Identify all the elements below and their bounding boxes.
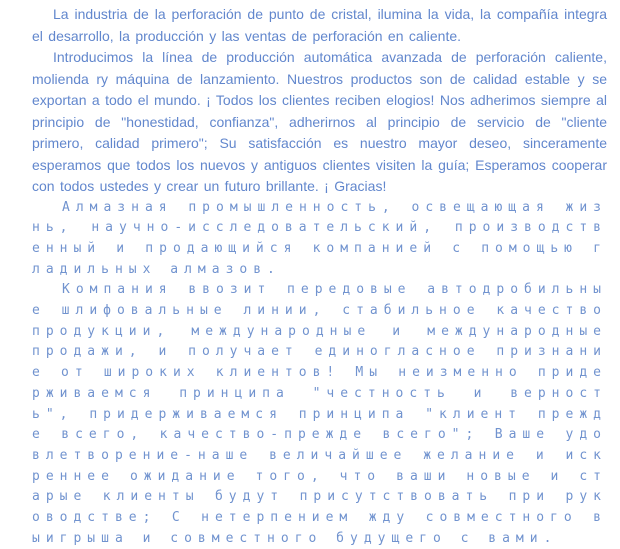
paragraph-russian-2: Компания ввозит передовые автодробильные шлифовальные линии, стабильное качество продукции, международные и международные продажи, и получает единогласное признание от широких клиентов! Мы неизменно придерживаемся принципа "честность и верность", придерживаемся принципа "клиент прежде всего, качество-прежде всего"; Ваше удовлетворение-наше величайшее желание и искреннее ожидание того, что ваши новые и старые клиенты будут присутствовать при руководстве; С нетерпением жду совместного выигрыша и совместного будущего с вами.	[32, 282, 607, 546]
paragraph-spanish-2: Introducimos la línea de producción automática avanzada de perforación caliente, molienda ry máquina de lanzamiento. Nuestros productos son de calidad estable y se exportan a todo el mundo. ¡ Todos los clientes reciben elogios! Nos adherimos siempre al principio de "honestidad, confianza", adherirnos al principio de servicio de "cliente primero, calidad primero"; Su satisfacción es nuestro mayor deseo, sinceramente esperamos que todos los nuevos y antiguos clientes visiten la guía; Esperamos cooperar con todos ustedes y crear un futuro brillante. ¡ Gracias!	[32, 49, 607, 194]
paragraph-russian-1: Алмазная промышленность, освещающая жизнь, научно-исследовательский, производственный и продающийся компанией с помощью гладильных алмазов.	[32, 199, 607, 277]
paragraph-spanish-1: La industria de la perforación de punto de cristal, ilumina la vida, la compañía integra el desarrollo, la producción y las ventas de perforación en caliente.	[32, 6, 607, 44]
